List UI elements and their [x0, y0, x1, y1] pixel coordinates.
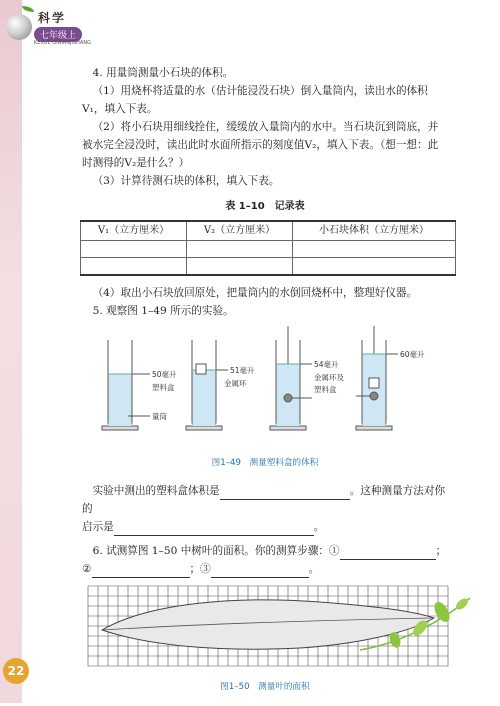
- figure-1-49: [80, 326, 456, 450]
- question-text: 。这种测量方法对你的: [82, 485, 446, 515]
- answer-blank-insight[interactable]: [114, 523, 314, 536]
- label-51ml: 51毫升: [230, 366, 255, 375]
- cylinder-3: [270, 326, 312, 430]
- table-cell[interactable]: [81, 258, 187, 276]
- section-6-title: [82, 542, 448, 560]
- label-metal-ring-2: 金属环及: [314, 373, 344, 382]
- answer-blank-step-2[interactable]: [92, 565, 190, 578]
- label-cylinder: 量筒: [152, 412, 167, 421]
- section-4-step-1: （1）用烧杯将适量的水（估计能浸没石块）倒入量筒内，读出水的体积V₁，填入下表。: [82, 85, 428, 115]
- question-text: 。: [313, 521, 325, 533]
- table-cell[interactable]: [293, 258, 456, 276]
- question-text: ；: [435, 545, 447, 557]
- table-cell[interactable]: [81, 241, 187, 258]
- table-title: 表 1–10 记录表: [225, 201, 305, 212]
- table-header-volume: 小石块体积（立方厘米）: [293, 221, 456, 241]
- table-row: [81, 258, 456, 276]
- section-4-step-4: （4）取出小石块放回原处，把量筒内的水倒回烧杯中，整理好仪器。: [92, 287, 418, 299]
- grade-badge: 七年级上: [34, 27, 82, 42]
- page-margin-band: [0, 0, 22, 703]
- answer-blank-step-1[interactable]: [340, 547, 436, 560]
- question-text: ；③: [189, 563, 211, 575]
- decorative-vine: [350, 590, 480, 670]
- subject-pinyin: KEXUE QINIANJISHANG: [34, 40, 91, 46]
- cylinder-experiment-illustration: [80, 326, 456, 444]
- section-4-step-2: （2）将小石块用细线拴住，缓缓放入量筒内的水中。当石块沉到筒底，并被水完全浸没时，读出此时水面所指示的刻度值V₂，填入下表。（想一想：此时测得的V₂是什么？）: [82, 121, 439, 169]
- record-table: [80, 220, 456, 276]
- subject-title: 科学: [38, 11, 67, 25]
- page-number: 22: [3, 658, 29, 684]
- label-plastic-box-1: 塑料盒: [152, 383, 175, 392]
- label-metal-ring-1: 金属环: [224, 379, 247, 388]
- table-cell[interactable]: [293, 241, 456, 258]
- answer-blank-step-3[interactable]: [211, 565, 309, 578]
- section-5-title: 5. 观察图 1–49 所示的实验。: [92, 305, 234, 317]
- answer-blank-volume[interactable]: [220, 487, 350, 500]
- table-header-row: [81, 221, 456, 241]
- table-cell[interactable]: [187, 258, 293, 276]
- cylinder-2: [186, 340, 228, 430]
- section-5-question-2: [82, 518, 448, 536]
- table-row: [81, 241, 456, 258]
- section-6-steps: [82, 560, 448, 578]
- figure-1-49-caption: 图1–49 测量塑料盒的体积: [211, 458, 319, 468]
- leaf-icon: [388, 631, 403, 649]
- label-50ml: 50毫升: [152, 370, 177, 379]
- table-header-v2: V₂（立方厘米）: [187, 221, 293, 241]
- question-text: 6. 试测算图 1–50 中树叶的面积。你的测算步骤：①: [92, 545, 340, 557]
- section-4-title: 4. 用量筒测量小石块的体积。: [92, 67, 234, 79]
- question-text: ②: [82, 563, 92, 575]
- question-text: 实验中测出的塑料盒体积是: [92, 485, 220, 497]
- leaf-icon: [431, 599, 452, 624]
- globe-logo-icon: [6, 14, 32, 40]
- section-4-step-3: （3）计算待测石块的体积，填入下表。: [92, 175, 280, 187]
- cylinder-1: [102, 340, 150, 430]
- label-plastic-box-2: 塑料盒: [314, 385, 337, 394]
- leaf-icon: [410, 618, 429, 638]
- label-60ml: 60毫升: [400, 350, 425, 359]
- section-5-question: [82, 482, 448, 518]
- page-header: [0, 0, 500, 48]
- table-cell[interactable]: [187, 241, 293, 258]
- leaf-icon: [22, 6, 34, 12]
- table-header-v1: V₁（立方厘米）: [81, 221, 187, 241]
- cylinder-4: [356, 326, 398, 430]
- figure-1-50-caption: 图1–50 测量叶的面积: [220, 682, 310, 692]
- question-text: 。: [308, 563, 320, 575]
- leaf-icon: [454, 596, 470, 611]
- question-text: 启示是: [82, 521, 114, 533]
- label-54ml: 54毫升: [314, 360, 339, 369]
